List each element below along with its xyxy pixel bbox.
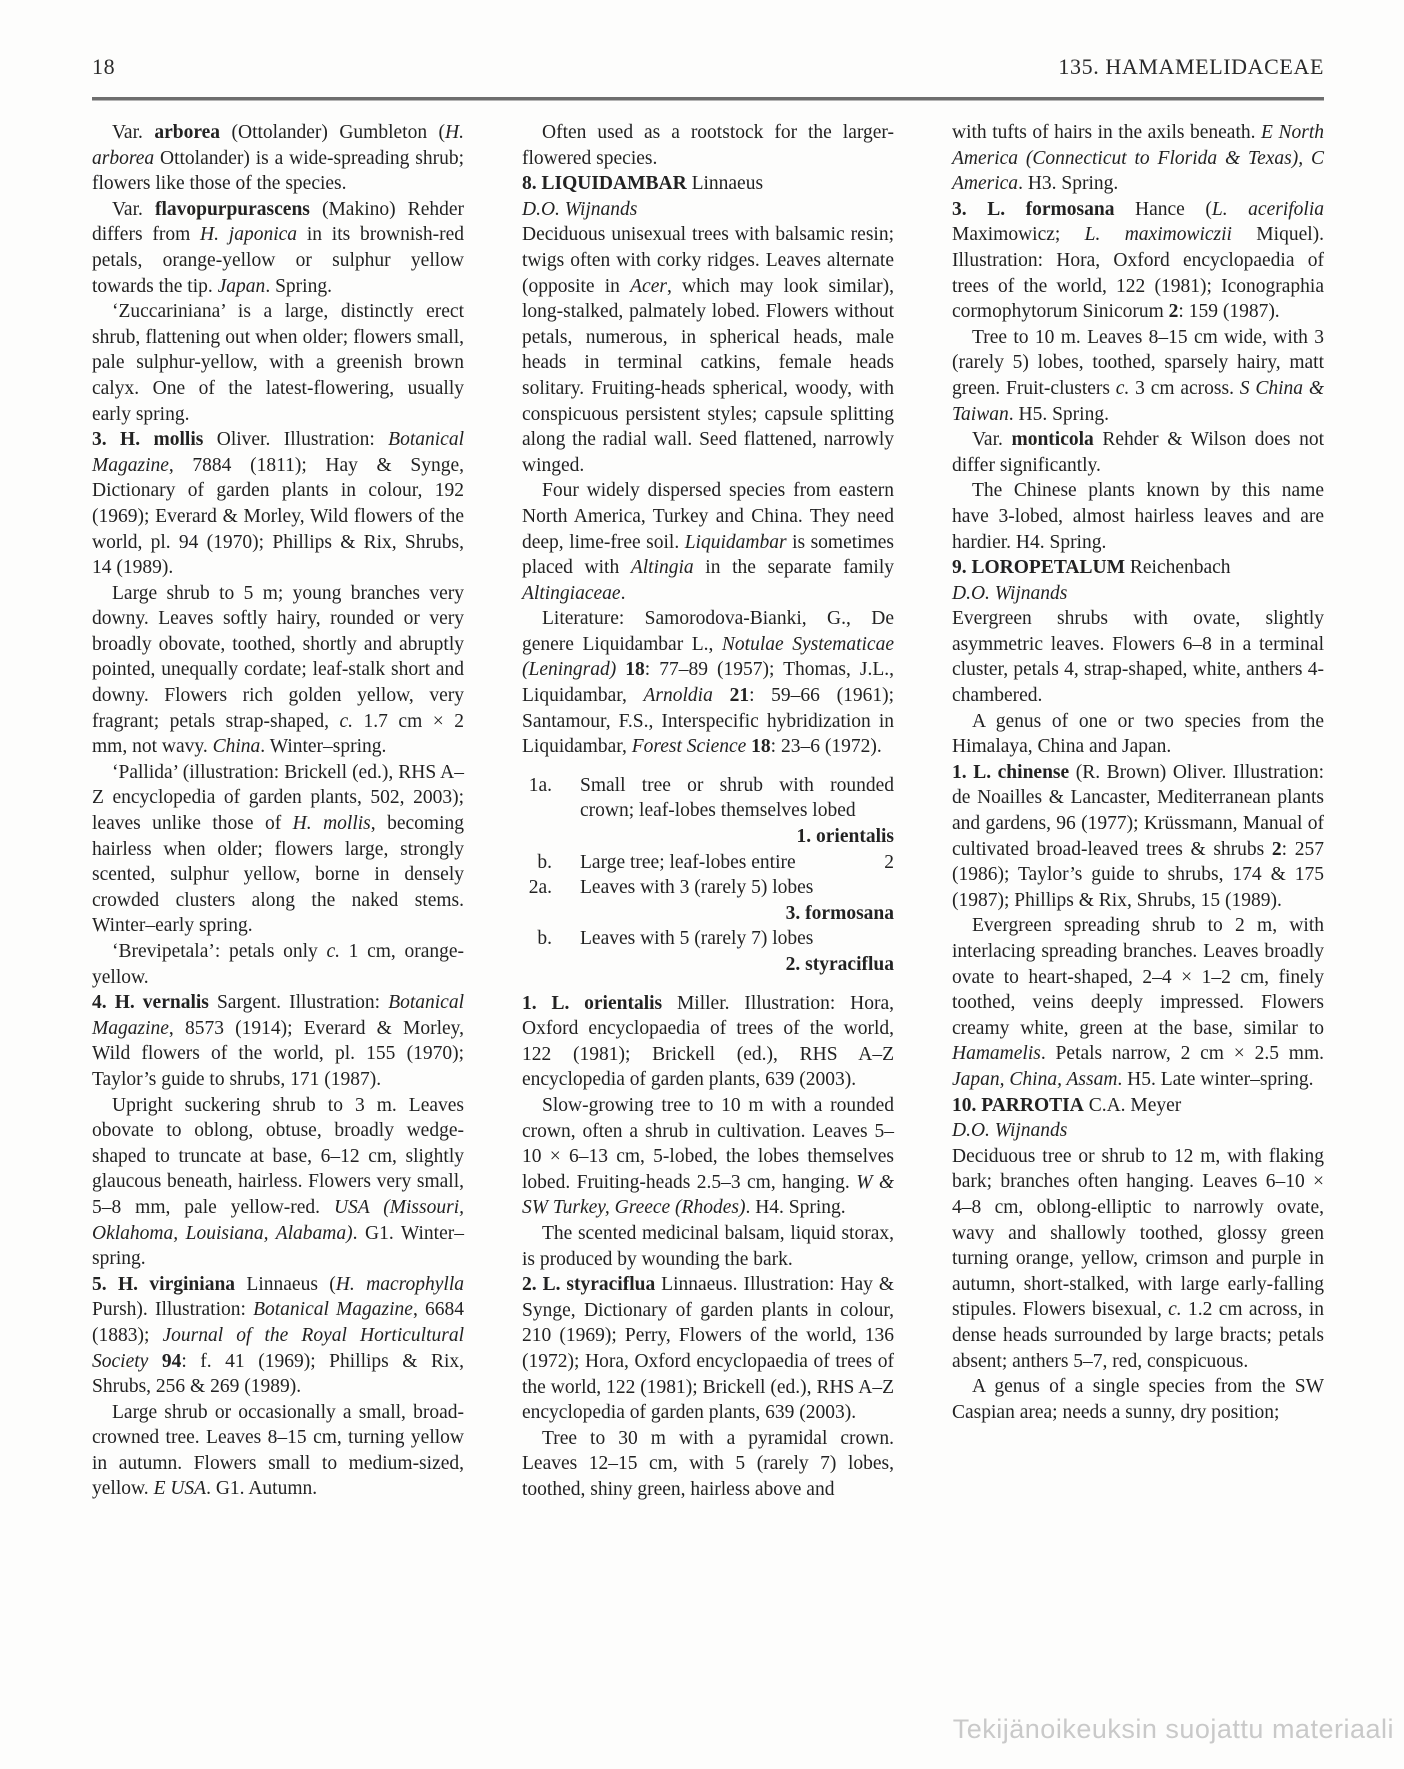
genus-heading [952,555,1324,581]
key-label: 1a. [528,774,552,796]
text-run: (Ottolander) Gumbleton ( [220,122,446,143]
author-line [952,1118,1324,1144]
text-run: Var. [112,122,155,143]
text-run: ‘Pallida’ (illustration: Brickell (ed.), RHS A–Z encyclopedia of garden plants, 502, 2003); leaves unlike those of [92,761,464,835]
text-run: 18 [751,736,771,758]
text-run: . Winter–spring. [260,736,387,758]
text-run: : 159 (1987). [1178,301,1280,323]
text-run: 3. H. mollis [92,429,204,451]
text-run: Forest Science [631,736,747,758]
text-run: Japan, China, Assam [952,1068,1118,1090]
text-run: H. japonica [200,224,298,246]
text-run: . H5. Late winter–spring. [1117,1068,1314,1090]
species-entry [92,1272,464,1400]
paragraph [92,760,464,939]
text-column [92,120,464,1502]
text-run: 5. H. virginiana [92,1273,236,1295]
text-column [952,120,1324,1425]
text-run: Small tree or shrub with rounded crown; leaf-lobes themselves lobed [580,774,894,822]
paragraph [522,606,894,760]
key-answer: 2 [884,851,894,873]
text-run: Liquidambar [684,531,787,553]
text-run: . G1. Autumn. [206,1478,318,1500]
text-run: : 77–89 (1957); Thomas, J.L., Liquidambar, [522,659,895,707]
text-run: : f. 41 (1969); Phillips & Rix, Shrubs, 256 & 269 (1989). [92,1350,465,1398]
identification-key [522,773,894,978]
text-run: E USA [153,1478,207,1500]
text-run: 2 [1168,301,1179,323]
paragraph [522,120,894,171]
text-run: Large tree; leaf-lobes entire [580,851,796,873]
text-run: 1. L. chinense [952,761,1070,783]
text-run: Hamamelis [952,1043,1041,1065]
text-run: China [212,736,261,758]
paragraph [522,1426,894,1503]
key-item [522,875,894,926]
text-run: : 257 (1986); Taylor’s guide to shrubs, 174 & 175 (1987); Phillips & Rix, Shrubs, 15 (1989). [952,838,1324,911]
text-run: Reichenbach [1124,557,1231,579]
text-run: H. macrophylla [335,1273,464,1295]
text-run: USA (Missouri, Oklahoma, Louisiana, Alabama) [92,1196,464,1244]
text-run: . H4. Spring. [745,1197,846,1219]
text-run: 21 [729,685,750,707]
text-run: flavopurpurascens [154,198,310,220]
text-run: Deciduous tree or shrub to 12 m, with flaking bark; branches often hanging. Leaves 6–10 × 4–8 cm, oblong-elliptic to narrowly ovate, wavy and shallowly toothed, glossy green turning orange, yellow, crimson and purple in autumn, short-stalked, with large early-falling stipules. Flowers bisexual, [952,1145,1324,1321]
key-label: b. [537,851,552,873]
paragraph [952,606,1324,708]
text-run: . Spring. [265,275,332,297]
text-run: ‘Brevipetala’: petals only [112,941,327,962]
text-run: . H5. Spring. [1008,403,1109,425]
text-run: , 7884 (1811); Hay & Synge, Dictionary of garden plants in colour, 192 (1969); Everard & Morley, Wild flowers of the world, pl. 94 (1970); Phillips & Rix, Shrubs, 14 (1989). [92,454,464,579]
text-run: Botanical Magazine [253,1299,413,1321]
text-run: c. [1168,1299,1182,1321]
text-run: Altingia [630,557,694,579]
text-run: Journal of the Royal Horticultural Society [92,1324,465,1372]
text-run: 9. LOROPETALUM [952,557,1125,579]
text-run: Large shrub to 5 m; young branches very downy. Leaves softly hairy, rounded or very broadly obovate, toothed, shortly and abruptly pointed, unequally cordate; leaf-stalk short and downy. Flowers rich golden yellow, very fragrant; petals strap-shaped, [92,582,464,732]
text-run: Var. [112,198,155,220]
text-run: is sometimes placed with [522,531,894,579]
text-run: Notulae Systematicae (Leningrad) [522,633,894,681]
text-run: c. [1115,377,1130,399]
text-run: Arnoldia [643,685,713,707]
text-run: Evergreen spreading shrub to 2 m, with interlacing spreading branches. Leaves broadly ovate to heart-shaped, 2–4 × 1–2 cm, finely toothed, veins deeply impressed. Flowers creamy white, green at the base, similar to [952,915,1324,1039]
text-run: , 8573 (1914); Everard & Morley, Wild flowers of the world, pl. 155 (1970); Taylor’s guide to shrubs, 171 (1987). [92,1017,464,1090]
text-run: Var. [972,429,1012,451]
paragraph [522,1093,894,1221]
text-run: Acer [630,275,667,297]
text-run: Rehder & Wilson does not differ significantly. [952,429,1324,476]
text-run: The scented medicinal balsam, liquid storax, is produced by wounding the bark. [522,1222,894,1270]
text-run: W & SW Turkey, Greece (Rhodes) [522,1171,894,1219]
text-run: in its brownish-red petals, orange-yellow or sulphur yellow towards the tip. [92,224,464,297]
text-run: D.O. Wijnands [952,1120,1068,1142]
key-answer: 2. styraciflua [785,954,894,975]
text-run: D.O. Wijnands [952,582,1068,604]
text-run: 18 [625,659,645,681]
text-run: . G1. Winter–spring. [92,1222,464,1270]
running-title: 135. HAMAMELIDACEAE [1058,54,1324,79]
text-run: Pursh). Illustration: [92,1299,254,1321]
text-run: S China & Taiwan [952,377,1324,425]
text-run [616,659,625,680]
text-run: Miquel). Illustration: Hora, Oxford encyclopaedia of trees of the world, 122 (1981); Iconographia cormophytorum Sinicorum [952,224,1325,323]
text-run: Slow-growing tree to 10 m with a rounded crown, often a shrub in cultivation. Leaves 5–10 × 6–13 cm, 5-lobed, the lobes themselves lobed. Fruiting-heads 2.5–3 cm, hanging. [522,1094,894,1193]
text-run: 2 [1271,838,1282,860]
text-run: : 23–6 (1972). [770,736,882,758]
text-run: Evergreen shrubs with ovate, slightly asymmetric leaves. Flowers 6–8 in a terminal cluster, petals 4, strap-shaped, white, anthers 4-chambered. [952,608,1324,707]
text-run: (R. Brown) Oliver. Illustration: de Noailles & Lancaster, Mediterranean plants and gardens, 96 (1977); Krüssmann, Manual of cultivated broad-leaved trees & shrubs [952,761,1324,860]
text-run: Japan [217,275,266,297]
text-run: . H3. Spring. [1018,173,1119,195]
text-run: L. maximowiczii [1084,224,1232,246]
text-run: H. mollis [292,813,371,835]
text-run: : 59–66 (1961); Santamour, F.S., Interspecific hybridization in Liquidambar, [522,685,895,758]
key-item [522,773,894,850]
text-run: 2. L. styraciflua [522,1274,656,1296]
text-run: Linnaeus ( [235,1273,336,1295]
text-run: Oliver. Illustration: [203,429,389,451]
paragraph [952,325,1324,427]
text-run: A genus of a single species from the SW Caspian area; needs a sunny, dry position; [952,1376,1324,1423]
text-run: , which may look similar), long-stalked, palmately lobed. Flowers without petals, numerous, in spherical heads, male heads in terminal catkins, female heads solitary. Fruiting-heads spherical, woody, with conspicuous persistent styles; capsule splitting along the radial wall. Seed flattened, narrowly winged. [522,275,894,476]
paragraph [952,478,1324,555]
author-line [952,581,1324,607]
text-run: H. arborea [92,122,464,169]
text-run: E North America (Connecticut to Florida & Texas), C America [952,122,1324,195]
text-run: Upright suckering shrub to 3 m. Leaves obovate to oblong, obtuse, broadly wedge-shaped to truncate at base, 6–12 cm, slightly glaucous beneath, hairless. Flowers very small, 5–8 mm, pale yellow-red. [92,1094,464,1218]
text-run: Maximowicz; [952,224,1085,246]
author-line [522,197,894,223]
paragraph [92,1400,464,1502]
text-run: Deciduous unisexual trees with balsamic resin; twigs often with corky ridges. Leaves alternate (opposite in [522,224,894,297]
text-run: Miller. Illustration: Hora, Oxford encyclopaedia of trees of the world, 122 (1981); Brickell (ed.), RHS A–Z encyclopedia of garden plants, 639 (2003). [522,992,894,1091]
text-run: Four widely dispersed species from eastern North America, Turkey and China. They need deep, lime-free soil. [522,480,894,553]
text-run: Tree to 30 m with a pyramidal crown. Leaves 12–15 cm, with 5 (rarely 7) lobes, toothed, shiny green, hairless above and [522,1427,894,1500]
paragraph [952,709,1324,760]
text-run: 1.7 cm × 2 mm, not wavy. [92,710,464,758]
text-run: Sargent. Illustration: [208,992,389,1014]
species-entry [92,990,464,1092]
species-entry [952,760,1324,914]
key-label: b. [537,928,552,950]
species-entry [952,197,1324,325]
text-run: Botanical Magazine [92,429,464,476]
text-run: C.A. Meyer [1083,1094,1182,1116]
text-run: Botanical Magazine [92,992,465,1039]
species-entry [522,1272,894,1426]
text-run: in the separate family [693,557,894,579]
text-run: A genus of one or two species from the Himalaya, China and Japan. [952,710,1324,758]
text-columns [92,120,1324,1709]
paragraph [92,120,464,197]
text-run: 1.2 cm across, in dense heads surrounded by large bracts; petals absent; anthers 5–7, red, conspicuous. [952,1299,1324,1372]
header-rule [92,97,1324,101]
species-entry [92,427,464,581]
text-run: c. [339,710,354,732]
key-label: 2a. [528,877,552,899]
paragraph [952,427,1324,478]
text-run [713,685,730,706]
text-run: Leaves with 5 (rarely 7) lobes [580,928,814,950]
paragraph [952,913,1324,1092]
text-run: with tufts of hairs in the axils beneath. [952,122,1262,143]
genus-heading [952,1093,1324,1119]
text-run: . [620,582,626,604]
text-run: , becoming hairless when older; flowers large, strongly scented, sulphur yellow, borne in densely crowded clusters along the naked stems. Winter–early spring. [92,813,464,937]
text-run: c. [326,941,340,962]
text-run: 8. LIQUIDAMBAR [522,173,687,195]
text-run: L. acerifolia [1211,198,1324,220]
text-run: 94 [161,1350,182,1372]
text-run: Leaves with 3 (rarely 5) lobes [580,877,814,899]
text-run: The Chinese plants known by this name have 3-lobed, almost hairless leaves and are hardier. H4. Spring. [952,480,1324,553]
paragraph [952,120,1324,197]
text-run: Altingiaceae [522,582,621,604]
text-run: (Makino) Rehder differs from [92,198,464,246]
text-run: Hance ( [1114,198,1212,220]
text-run: arborea [154,122,221,143]
text-run [148,1351,162,1372]
text-run: Literature: Samorodova-Bianki, G., De genere Liquidambar L., [522,608,894,655]
text-run: 1. L. orientalis [522,992,663,1014]
key-answer: 3. formosana [785,902,894,924]
paragraph [952,1144,1324,1374]
text-run: , 6684 (1883); [92,1299,464,1346]
text-run: ‘Zuccariniana’ is a large, distinctly erect shrub, flattening out when older; flowers small, pale sulphur-yellow, with a greenish brown calyx. One of the latest-flowering, usually early spring. [92,301,464,425]
text-run: Large shrub or occasionally a small, broad-crowned tree. Leaves 8–15 cm, turning yellow in autumn. Flowers small to medium-sized, yellow. [92,1401,464,1500]
text-run: 3. L. formosana [952,198,1115,220]
text-run: Often used as a rootstock for the larger-flowered species. [522,122,894,169]
paragraph [92,581,464,760]
text-column [522,120,894,1502]
text-run: 10. PARROTIA [952,1094,1084,1116]
text-run: Linnaeus [686,173,764,195]
key-item [522,850,894,876]
copyright-watermark: Tekijänoikeuksin suojattu materiaali [952,1714,1394,1744]
text-run: Tree to 10 m. Leaves 8–15 cm wide, with 3 (rarely 5) lobes, toothed, sparsely hairy, matt green. Fruit-clusters [952,326,1324,399]
paragraph [92,1093,464,1272]
paragraph [522,1221,894,1272]
text-run: 4. H. vernalis [92,992,209,1014]
paragraph [522,222,894,478]
page-number: 18 [92,54,116,79]
key-item [522,926,894,977]
text-run: . Petals narrow, 2 cm × 2.5 mm. [1040,1043,1324,1065]
page-header [92,54,1324,80]
text-run: Linnaeus. Illustration: Hay & Synge, Dictionary of garden plants in colour, 210 (1969); Perry, Flowers of the world, 136 (1972); Hora, Oxford encyclopaedia of trees of the world, 122 (1981); Brickell (ed.), RHS A–Z encyclopedia of garden plants, 639 (2003). [522,1274,894,1424]
paragraph [522,478,894,606]
text-run: monticola [1011,429,1094,451]
key-answer: 1. orientalis [796,826,894,848]
text-run: 3 cm across. [1129,377,1240,399]
paragraph [92,939,464,990]
text-run: 1 cm, orange-yellow. [92,941,464,988]
paragraph [92,197,464,299]
genus-heading [522,171,894,197]
paragraph [92,299,464,427]
text-run: D.O. Wijnands [522,198,638,220]
species-entry [522,991,894,1093]
paragraph [952,1374,1324,1425]
text-run: Ottolander) is a wide-spreading shrub; flowers like those of the species. [92,147,464,195]
